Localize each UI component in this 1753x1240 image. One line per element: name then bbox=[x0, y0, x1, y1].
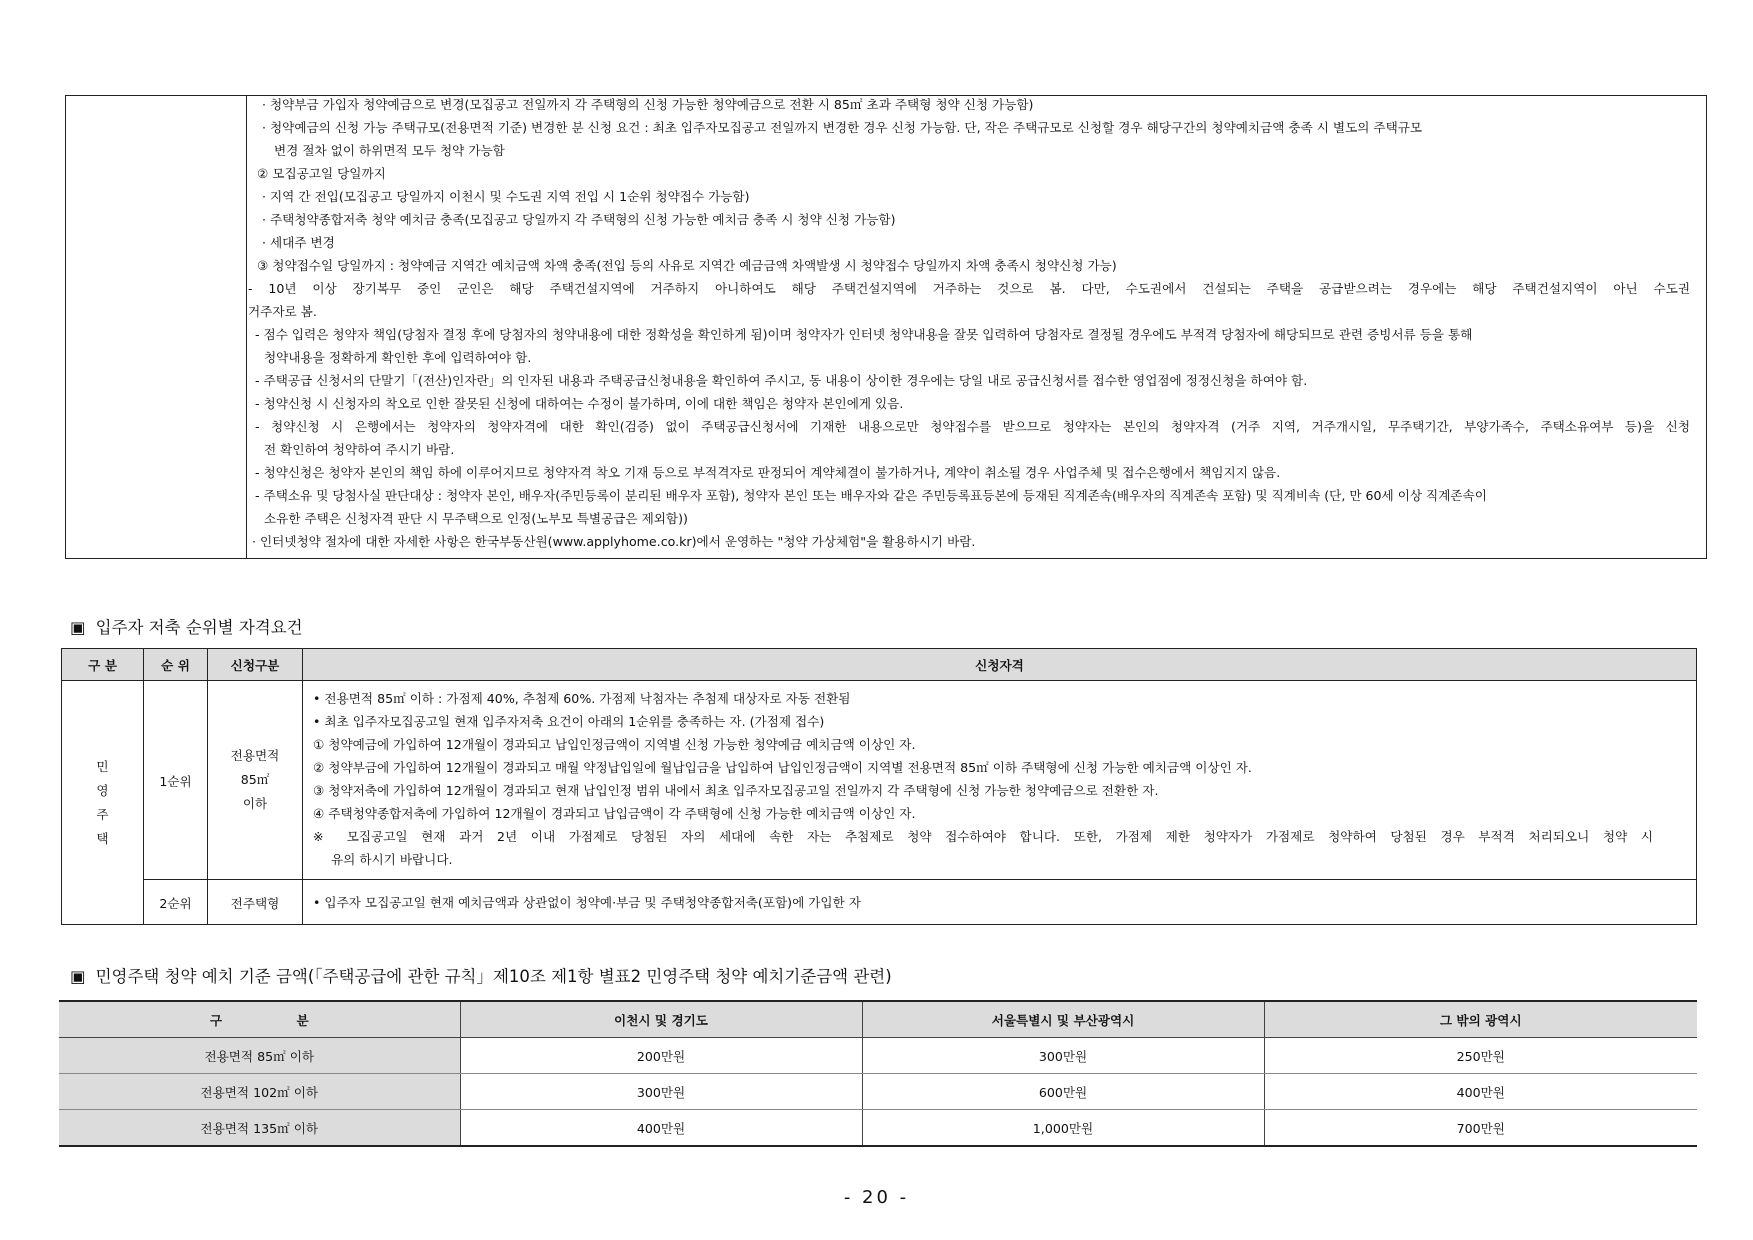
note-line: - 청약신청 시 신청자의 착오로 인한 잘못된 신청에 대하여는 수정이 불가하며, 이에 대한 책임은 청약자 본인에게 있음. bbox=[255, 396, 904, 411]
note-line: · 지역 간 전입(모집공고 당일까지 이천시 및 수도권 지역 전입 시 1순위 청약접수 가능함) bbox=[262, 189, 750, 204]
qualification-2-cell: • 입주자 모집공고일 현재 예치금액과 상관없이 청약예·부금 및 주택청약종합저축(포함)에 가입한 자 bbox=[303, 880, 1697, 925]
note-line: - 주택공급 신청서의 단말기「(전산)인자란」의 인자된 내용과 주택공급신청내용을 확인하여 주시고, 동 내용이 상이한 경우에는 당일 내로 공급신청서를 접수한 영업점에 정정신청을 하여야 함. bbox=[255, 373, 1308, 388]
amount-cell: 400만원 bbox=[1264, 1074, 1697, 1110]
note-line: 변경 절차 없이 하위면적 모두 청약 가능함 bbox=[274, 143, 505, 158]
amount-cell: 700만원 bbox=[1264, 1110, 1697, 1147]
note-line: 거주자로 봄. bbox=[248, 304, 317, 319]
category-char: 영 bbox=[96, 782, 109, 798]
amount-cell: 200만원 bbox=[460, 1038, 862, 1074]
note-line: - 청약신청은 청약자 본인의 책임 하에 이루어지므로 청약자격 착오 기재 등으로 부적격자로 판정되어 계약체결이 불가하거나, 계약이 취소될 경우 사업주체 및 접수은행에서 책임지지 않음. bbox=[255, 465, 1281, 480]
type-1-cell bbox=[208, 681, 303, 880]
header-rank: 순 위 bbox=[144, 649, 208, 681]
qualification-line: • 최초 입주자모집공고일 현재 입주자저축 요건이 아래의 1순위를 충족하는 자. (가점제 접수) bbox=[313, 714, 825, 729]
eligibility-table bbox=[61, 648, 1697, 925]
row-label: 전용면적 102㎡ 이하 bbox=[59, 1074, 460, 1110]
header-area bbox=[59, 1001, 460, 1038]
note-line: - 10년 이상 장기복무 중인 군인은 해당 주택건설지역에 거주하지 아니하여도 해당 주택건설지역에 거주하는 것으로 봄. 다만, 수도권에서 건설되는 주택을 공급받으려는 경우에는 해당 주택건설지역이 아닌 수도권 bbox=[248, 281, 1690, 296]
table-row bbox=[59, 1110, 1697, 1147]
notes-box bbox=[65, 95, 1707, 559]
qualification-line: ③ 청약저축에 가입하여 12개월이 경과되고 현재 납입인정 범위 내에서 최초 입주자모집공고일 전일까지 각 주택형에 신청 가능한 청약예금으로 전환한 자. bbox=[313, 783, 1159, 798]
row-label: 전용면적 135㎡ 이하 bbox=[59, 1110, 460, 1147]
note-line: - 주택소유 및 당첨사실 판단대상 : 청약자 본인, 배우자(주민등록이 분리된 배우자 포함), 청약자 본인 또는 배우자와 같은 주민등록표등본에 등재된 직계존속(배우자의 직계존속 포함) 및 직계비속 (단, 만 60세 이상 직계존속이 bbox=[255, 488, 1487, 503]
header-application-type: 신청구분 bbox=[208, 649, 303, 681]
square-bullet-icon: ▣ bbox=[70, 618, 86, 637]
note-line: ③ 청약접수일 당일까지 : 청약예금 지역간 예치금액 차액 충족(전입 등의 사유로 지역간 예금금액 차액발생 시 청약접수 당일까지 차액 충족시 청약신청 가능) bbox=[257, 258, 1117, 273]
qualification-line: • 전용면적 85㎡ 이하 : 가점제 40%, 추첨제 60%. 가점제 낙첨자는 추첨제 대상자로 자동 전환됨 bbox=[313, 691, 851, 706]
type-2-cell: 전주택형 bbox=[208, 880, 303, 925]
type-line: 전용면적 bbox=[230, 748, 280, 763]
table-row bbox=[59, 1038, 1697, 1074]
header-category: 구 분 bbox=[62, 649, 144, 681]
table-header-row bbox=[62, 649, 1697, 681]
amount-cell: 600만원 bbox=[862, 1074, 1264, 1110]
qualification-line: ④ 주택청약종합저축에 가입하여 12개월이 경과되고 납입금액이 각 주택형에 신청 가능한 예치금액 이상인 자. bbox=[313, 806, 916, 821]
category-char: 주 bbox=[96, 806, 109, 822]
header-icheon-gyeonggi: 이천시 및 경기도 bbox=[460, 1001, 862, 1038]
qualification-1-cell bbox=[303, 681, 1697, 880]
qualification-line: ① 청약예금에 가입하여 12개월이 경과되고 납입인정금액이 지역별 신청 가능한 청약예금 예치금액 이상인 자. bbox=[313, 737, 916, 752]
header-seoul-busan: 서울특별시 및 부산광역시 bbox=[862, 1001, 1264, 1038]
note-line: 청약내용을 정확하게 확인한 후에 입력하여야 함. bbox=[264, 350, 532, 365]
note-line: 소유한 주택은 신청자격 판단 시 무주택으로 인정(노부모 특별공급은 제외함)) bbox=[264, 511, 688, 526]
qualification-line: ② 청약부금에 가입하여 12개월이 경과되고 매월 약정납입일에 월납입금을 납입하여 납입인정금액이 지역별 전용면적 85㎡ 이하 주택형에 신청 가능한 예치금액 이상인 자. bbox=[313, 760, 1252, 775]
note-line: · 청약부금 가입자 청약예금으로 변경(모집공고 전일까지 각 주택형의 신청 가능한 청약예금으로 전환 시 85㎡ 초과 주택형 청약 신청 가능함) bbox=[262, 97, 1034, 112]
notes-left-column bbox=[66, 96, 247, 558]
note-line: - 청약신청 시 은행에서는 청약자의 청약자격에 대한 확인(검증) 없이 주택공급신청서에 기재한 내용으로만 청약접수를 받으므로 청약자는 본인의 청약자격 (거주 지역, 거주개시일, 무주택기간, 부양가족수, 주택소유여부 등)을 신청 bbox=[255, 419, 1690, 434]
type-line: 이하 bbox=[242, 796, 268, 811]
header-qualification: 신청자격 bbox=[303, 649, 1697, 681]
category-char: 민 bbox=[96, 758, 109, 774]
table-row bbox=[62, 880, 1697, 925]
table-header-row bbox=[59, 1001, 1697, 1038]
page-number: - 20 - bbox=[843, 1187, 910, 1208]
note-line: · 인터넷청약 절차에 대한 자세한 사항은 한국부동산원(www.applyhome.co.kr)에서 운영하는 "청약 가상체험"을 활용하시기 바람. bbox=[252, 534, 976, 549]
header-area-text: 구 분 bbox=[209, 1013, 309, 1028]
type-line: 85㎡ bbox=[240, 772, 270, 787]
category-char: 택 bbox=[96, 830, 109, 846]
note-line: ② 모집공고일 당일까지 bbox=[257, 166, 386, 181]
rank-2-cell: 2순위 bbox=[144, 880, 208, 925]
qualification-line: ※ 모집공고일 현재 과거 2년 이내 가점제로 당첨된 자의 세대에 속한 자는 추첨제로 청약 접수하여야 합니다. 또한, 가점제 제한 청약자가 가점제로 청약하여 당첨된 경우 부적격 처리되오니 청약 시 bbox=[313, 829, 1653, 844]
note-line: 전 확인하여 청약하여 주시기 바람. bbox=[264, 442, 455, 457]
note-line: · 세대주 변경 bbox=[262, 235, 335, 250]
section-title-text: 민영주택 청약 예치 기준 금액(「주택공급에 관한 규칙」제10조 제1항 별표2 민영주택 청약 예치기준금액 관련) bbox=[95, 967, 892, 986]
amount-cell: 300만원 bbox=[862, 1038, 1264, 1074]
note-line: · 주택청약종합저축 청약 예치금 충족(모집공고 당일까지 각 주택형의 신청 가능한 예치금 충족 시 청약 신청 가능함) bbox=[262, 212, 896, 227]
table-row bbox=[62, 681, 1697, 880]
amount-cell: 300만원 bbox=[460, 1074, 862, 1110]
section-title-savings-eligibility bbox=[70, 614, 303, 638]
deposit-table bbox=[59, 1000, 1697, 1147]
square-bullet-icon: ▣ bbox=[70, 967, 86, 986]
note-line: · 청약예금의 신청 가능 주택규모(전용면적 기준) 변경한 분 신청 요건 : 최초 입주자모집공고 전일까지 변경한 경우 신청 가능함. 단, 작은 주택규모로 신청할 경우 해당구간의 청약예치금액 충족 시 별도의 주택규모 bbox=[262, 120, 1423, 135]
amount-cell: 400만원 bbox=[460, 1110, 862, 1147]
rank-1-cell: 1순위 bbox=[144, 681, 208, 880]
section-title-text: 입주자 저축 순위별 자격요건 bbox=[95, 618, 303, 637]
amount-cell: 250만원 bbox=[1264, 1038, 1697, 1074]
row-label: 전용면적 85㎡ 이하 bbox=[59, 1038, 460, 1074]
qualification-line: 유의 하시기 바랍니다. bbox=[331, 852, 453, 867]
header-other-metro: 그 밖의 광역시 bbox=[1264, 1001, 1697, 1038]
category-cell bbox=[62, 681, 144, 925]
amount-cell: 1,000만원 bbox=[862, 1110, 1264, 1147]
table-row bbox=[59, 1074, 1697, 1110]
note-line: - 점수 입력은 청약자 책임(당첨자 결정 후에 당첨자의 청약내용에 대한 정확성을 확인하게 됨)이며 청약자가 인터넷 청약내용을 잘못 입력하여 당첨자로 결정될 경우에도 부적격 당첨자에 해당되므로 관련 증빙서류 등을 통해 bbox=[255, 327, 1473, 342]
section-title-deposit-amount bbox=[70, 963, 892, 987]
